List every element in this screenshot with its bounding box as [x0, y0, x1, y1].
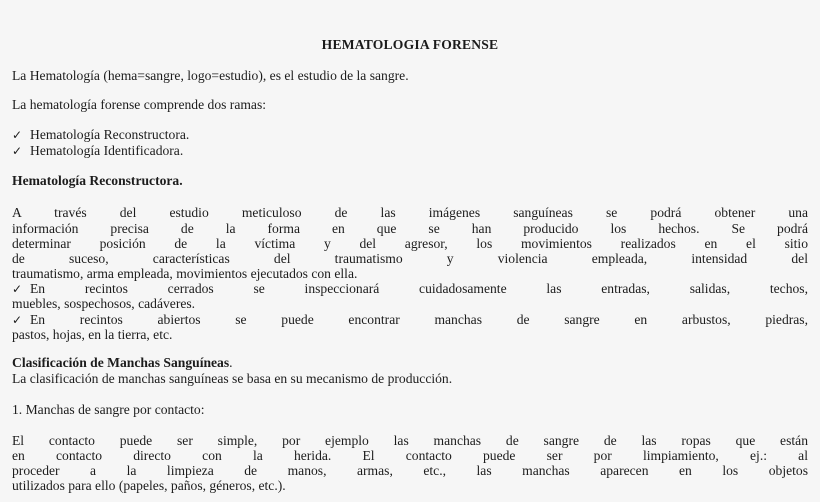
bullet-item	[12, 312, 808, 328]
paragraph-line: de suceso, características del traumatismo y violencia empleada, intensidad del	[12, 251, 808, 266]
check-mark-icon: ✓	[12, 282, 23, 296]
section-heading-clasificacion	[12, 355, 233, 371]
section-heading-period: .	[229, 355, 233, 370]
branch-label: Hematología Reconstructora.	[30, 127, 190, 142]
bullet-continuation: pastos, hojas, en la tierra, etc.	[12, 327, 173, 342]
paragraph-line: traumatismo, arma empleada, movimientos ejecutados con ella.	[12, 266, 358, 281]
item-heading: 1. Manchas de sangre por contacto:	[12, 402, 205, 417]
check-mark-icon: ✓	[12, 144, 23, 158]
check-mark-icon: ✓	[12, 128, 23, 142]
intro-text: La Hematología (hema=sangre, logo=estudio), es el estudio de la sangre.	[12, 68, 409, 83]
paragraph-line: utilizados para ello (papeles, paños, géneros, etc.).	[12, 478, 286, 493]
branches-intro: La hematología forense comprende dos ramas:	[12, 97, 267, 112]
section-heading-reconstructora: Hematología Reconstructora.	[12, 173, 183, 188]
bullet-continuation: muebles, sospechosos, cadáveres.	[12, 296, 196, 311]
bullet-item	[12, 281, 808, 297]
document-title: HEMATOLOGIA FORENSE	[321, 37, 499, 52]
paragraph-line: El contacto puede ser simple, por ejemplo las manchas de sangre de las ropas que están	[12, 433, 808, 448]
bullet-text: En recintos cerrados se inspeccionará cuidadosamente las entradas, salidas, techos,	[30, 281, 808, 296]
branch-item	[12, 127, 189, 143]
branch-label: Hematología Identificadora.	[30, 143, 184, 158]
paragraph-line: proceder a la limpieza de manos, armas, etc., las manchas aparecen en los objetos	[12, 463, 808, 478]
bullet-text: En recintos abiertos se puede encontrar manchas de sangre en arbustos, piedras,	[30, 312, 808, 327]
paragraph-line: en contacto directo con la herida. El contacto puede ser por limpiamiento, ej.: al	[12, 448, 808, 463]
paragraph-line: determinar posición de la víctima y del agresor, los movimientos realizados en el sitio	[12, 236, 808, 251]
section-heading-text: Clasificación de Manchas Sanguíneas	[12, 355, 230, 370]
paragraph-line: información precisa de la forma en que se han producido los hechos. Se podrá	[12, 221, 808, 236]
branch-item	[12, 143, 183, 159]
paragraph-line: A través del estudio meticuloso de las imágenes sanguíneas se podrá obtener una	[12, 205, 808, 220]
check-mark-icon: ✓	[12, 313, 23, 327]
classification-intro: La clasificación de manchas sanguíneas se basa en su mecanismo de producción.	[12, 371, 453, 386]
